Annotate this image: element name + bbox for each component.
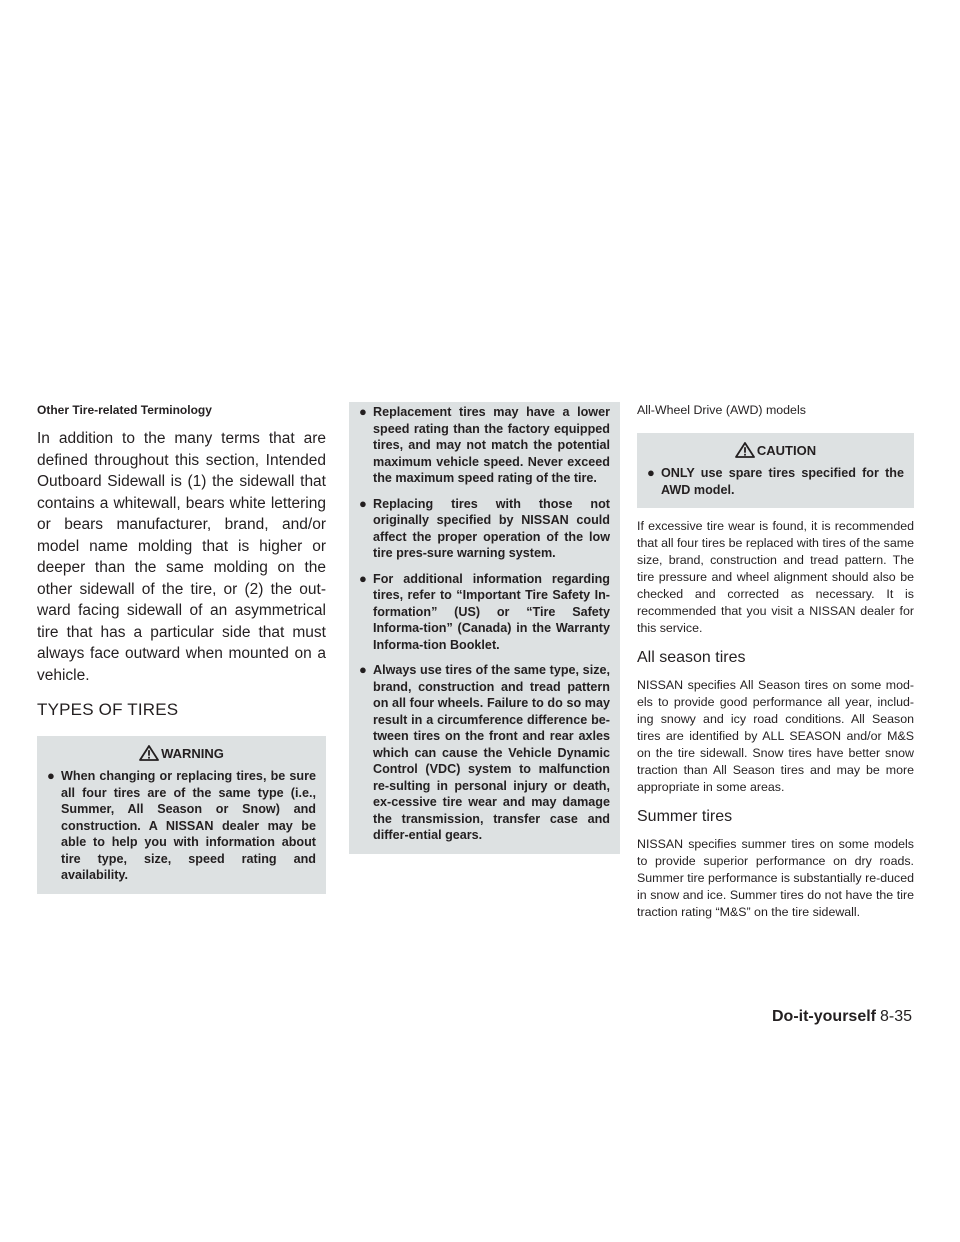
warning-item-text: For additional information regarding tires, refer to “Important Tire Safety In-formation” (US) or “Tire Safety Informa-tion” (Canada) in the Warranty Informa-tion Booklet.: [373, 571, 610, 652]
bullet-icon: ●: [647, 465, 655, 480]
warning-label: WARNING: [161, 745, 224, 761]
warning-item: [47, 768, 316, 884]
warning-box: [37, 736, 326, 894]
tire-wear-paragraph: If excessive tire wear is found, it is recommended that all four tires be replaced with tires of the same size, brand, construction and tread pattern. The tire pressure and wheel alignment should also be checked and corrected as necessary. It is recommended that you visit a NISSAN dealer for this service.: [637, 519, 914, 635]
summer-title: Summer tires: [637, 808, 733, 825]
caution-item: [647, 465, 904, 498]
page-number: 8-35: [880, 1008, 913, 1025]
all-season-title: All season tires: [637, 649, 746, 666]
bullet-icon: ●: [359, 495, 367, 511]
bullet-icon: ●: [359, 570, 367, 586]
caution-box: [637, 433, 914, 508]
bullet-icon: ●: [47, 768, 55, 783]
column-left: [37, 402, 326, 894]
intro-paragraph: In addition to the many terms that are defined throughout this section, Intended Outboard Sidewall is (1) the sidewall that contains a whitewall, bears white lettering or bears manufacturer, brand, and/or model name molding that is higher or deeper than the same molding on the other sidewall of the tire, or (2) the out-ward facing sidewall of an asymmetrical tire that has a particular side that must always face outward when mounted on a vehicle.: [37, 430, 326, 684]
warning-item-text: Replacing tires with those not originally specified by NISSAN could affect the proper operation of the low tire pres-sure warning system.: [373, 496, 610, 560]
all-season-paragraph: NISSAN specifies All Season tires on some mod-els to provide good performance all year, includ-ing snowy and icy road conditions. All Season tires are identified by ALL SEASON and/or M&S on the tire sidewall. Snow tires have better snow traction than All Season tires and may be more appropriate in some areas.: [637, 678, 914, 794]
warning-item-text: Always use tires of the same type, size, brand, construction and tread pattern on all four wheels. Failure to do so may result in a circumference difference be-tween tires on the front and rear axles which can cause the Vehicle Dynamic Control (VDC) system to malfunction re-sulting in personal injury or death, ex-cessive tire wear and may damage the transmission, transfer case and differ-ential gears.: [373, 663, 610, 842]
warning-triangle-icon: [139, 745, 159, 761]
page-footer: [772, 1008, 912, 1026]
warning-box-continued: [349, 402, 620, 854]
subheading-terminology: Other Tire-related Terminology: [37, 403, 212, 417]
warning-item: [359, 496, 610, 562]
bullet-icon: ●: [359, 404, 367, 419]
chapter-name: Do-it-yourself: [772, 1008, 876, 1025]
caution-item-text: ONLY use spare tires specified for the AWD model.: [661, 466, 904, 497]
warning-item-text: Replacement tires may have a lower speed rating than the factory equipped tires, and may not match the potential maximum vehicle speed. Never exceed the maximum speed rating of the tire.: [373, 405, 610, 485]
warning-item-text: When changing or replacing tires, be sure all four tires are of the same type (i.e., Summer, All Season or Snow) and construction. A NISSAN dealer may be able to help you with information about tire type, size, speed rating and availability.: [61, 769, 316, 882]
caution-header: [647, 439, 904, 461]
warning-triangle-icon: [735, 442, 755, 458]
column-right: [637, 402, 914, 929]
caution-label: CAUTION: [756, 442, 817, 458]
bullet-icon: ●: [359, 662, 367, 677]
summer-paragraph: NISSAN specifies summer tires on some models to provide superior performance on dry roads. Summer tire performance is substantially re-duced in snow and ice. Summer tires do not have the tire traction rating “M&S” on the tire sidewall.: [637, 837, 914, 919]
awd-label: All-Wheel Drive (AWD) models: [637, 403, 806, 417]
warning-header: [47, 742, 316, 764]
warning-item: [359, 662, 610, 844]
warning-item: [359, 404, 610, 487]
section-title-types-of-tires: TYPES OF TIRES: [37, 700, 179, 719]
warning-item: [359, 571, 610, 654]
column-middle: [349, 402, 620, 854]
